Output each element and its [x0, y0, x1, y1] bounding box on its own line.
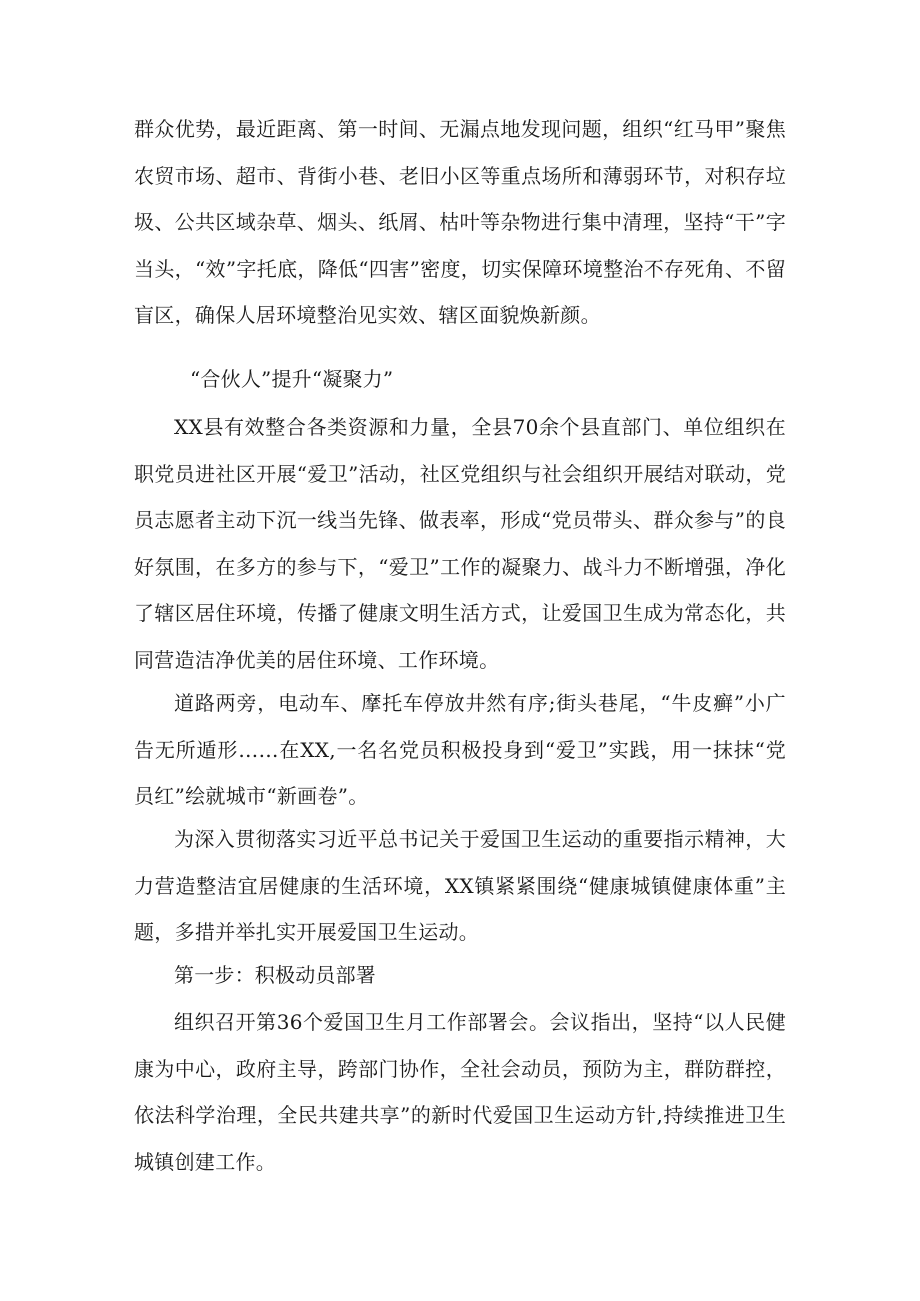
- heading-1-block: [134, 356, 786, 403]
- paragraph-4: 为深入贯彻落实习近平总书记关于爱国卫生运动的重要指示精神，大力营造整洁宜居健康的生活环境，XX镇紧紧围绕“健康城镇健康体重”主题，多措并举扎实开展爱国卫生运动。: [134, 827, 786, 944]
- paragraph-1-block: [134, 106, 786, 339]
- paragraph-2: XX县有效整合各类资源和力量，全县70余个县直部门、单位组织在职党员进社区开展“爱卫”活动，社区党组织与社会组织开展结对联动，党员志愿者主动下沉一线当先锋、做表率，形成“党员带头、群众参与”的良好氛围，在多方的参与下，“爱卫”工作的凝聚力、战斗力不断增强，净化了辖区居住环境，传播了健康文明生活方式，让爱国卫生成为常态化，共同营造洁净优美的居住环境、工作环境。: [134, 415, 786, 672]
- paragraph-2-block: [134, 404, 786, 683]
- paragraph-3: 道路两旁，电动车、摩托车停放井然有序;街头巷尾，“牛皮癣”小广告无所遁形……在XX,一名名党员积极投身到“爱卫”实践，用一抹抹“党员红”绘就城市“新画卷”。: [134, 691, 786, 808]
- section-heading-2: 第一步：积极动员部署: [174, 963, 376, 987]
- section-heading-1: “合伙人”提升“凝聚力”: [190, 367, 394, 391]
- heading-2-block: [134, 952, 786, 999]
- paragraph-5-block: [134, 999, 786, 1185]
- paragraph-5: 组织召开第36个爱国卫生月工作部署会。会议指出，坚持“以人民健康为中心，政府主导，跨部门协作，全社会动员，预防为主，群防群控，依法科学治理，全民共建共享”的新时代爱国卫生运动方针,持续推进卫生城镇创建工作。: [134, 1010, 786, 1174]
- paragraph-4-block: [134, 816, 786, 956]
- paragraph-3-block: [134, 680, 786, 820]
- paragraph-1: 群众优势，最近距离、第一时间、无漏点地发现问题，组织“红马甲”聚焦农贸市场、超市、背街小巷、老旧小区等重点场所和薄弱环节，对积存垃圾、公共区域杂草、烟头、纸屑、枯叶等杂物进行集中清理，坚持“干”字当头，“效”字托底，降低“四害”密度，切实保障环境整治不存死角、不留盲区，确保人居环境整治见实效、辖区面貌焕新颜。: [134, 117, 786, 327]
